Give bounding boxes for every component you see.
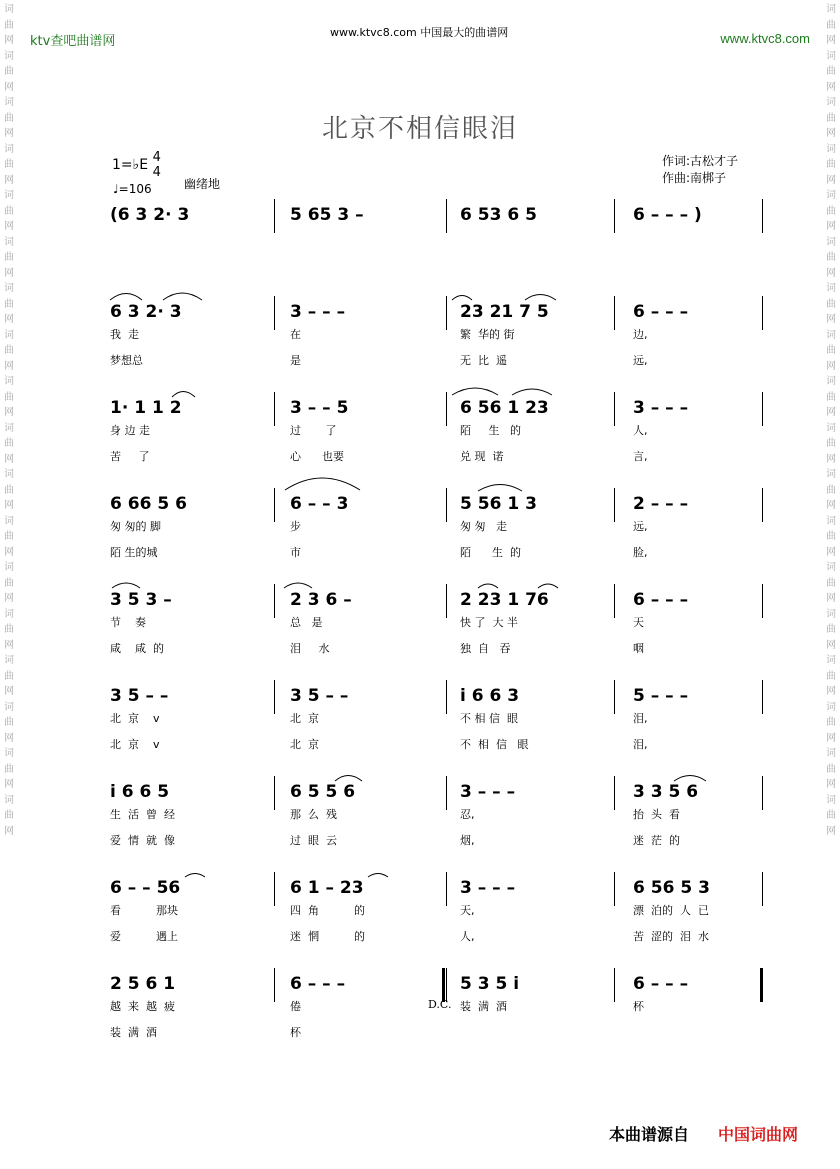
lyric-line-2: 迷 惘 的 (290, 930, 365, 943)
barline (614, 872, 615, 906)
measure-notes: 3 – – – (290, 302, 346, 322)
barline (274, 296, 275, 330)
lyric-line-2: 泪 水 (290, 642, 330, 655)
lyric-line-1: 抬 头 看 (633, 808, 680, 821)
slur (452, 296, 472, 301)
measure-notes: 5 – – – (633, 686, 689, 706)
measure-notes: 5 56 1 3 (460, 494, 537, 514)
measure-notes: 3 – – – (633, 398, 689, 418)
lyric-line-2: 无 比 遥 (460, 354, 507, 367)
lyric-line-2: 过 眼 云 (290, 834, 337, 847)
measure-notes: 3 3 5 6 (633, 782, 699, 802)
barline (614, 584, 615, 618)
lyric-line-1: 那 么 残 (290, 808, 337, 821)
barline-final (762, 199, 763, 233)
composer-credit: 作曲:南梆子 (662, 171, 727, 185)
barline (614, 776, 615, 810)
barline (274, 392, 275, 426)
barline (762, 776, 763, 810)
slur (368, 874, 388, 878)
barline (446, 776, 447, 810)
lyric-line-1: 北 京 (290, 712, 319, 725)
lyric-line-2: 迷 茫 的 (633, 834, 680, 847)
measure-notes: 3 – – – (460, 878, 516, 898)
lyric-line-2: 独 自 吞 (460, 642, 511, 655)
header-site-center: www.ktvc8.com 中国最大的曲谱网 (330, 26, 509, 39)
lyric-line-1: 生 活 曾 经 (110, 808, 175, 821)
key-signature (112, 150, 161, 180)
lyric-line-1: 身 边 走 (110, 424, 150, 437)
lyric-line-2: 人, (460, 930, 475, 943)
side-watermark-right: 词曲网词曲网词曲网词曲网词曲网词曲网词曲网词曲网词曲网词曲网词曲网词曲网词曲网词曲网词曲网词曲网词曲网词曲网 (826, 4, 836, 837)
expression-marking: 幽绪地 (184, 177, 221, 191)
footer-source-label: 本曲谱源自 (609, 1125, 690, 1144)
slur (674, 776, 706, 782)
key-letter: E (139, 157, 149, 173)
slur (335, 776, 362, 782)
slur (112, 583, 140, 588)
key-prefix: 1= (112, 157, 133, 173)
measure-notes: 23 21 7 5 (460, 302, 549, 322)
measure-notes: 6 56 5 3 (633, 878, 710, 898)
barline (762, 872, 763, 906)
barline (762, 392, 763, 426)
lyric-line-1: 装 满 酒 (460, 1000, 507, 1013)
barline (614, 296, 615, 330)
measure-notes: 3 – – – (460, 782, 516, 802)
measure-notes: 5 65 3 – (290, 205, 364, 225)
lyric-line-1: 不 相 信 眼 (460, 712, 518, 725)
barline (446, 584, 447, 618)
slur (110, 294, 142, 301)
lyric-line-1: 杯 (633, 1000, 644, 1013)
barline (614, 488, 615, 522)
lyric-line-2: 梦想总 (110, 354, 143, 367)
lyric-line-2: 爱 遇上 (110, 930, 178, 943)
side-watermark-left: 词曲网词曲网词曲网词曲网词曲网词曲网词曲网词曲网词曲网词曲网词曲网词曲网词曲网词曲网词曲网词曲网词曲网词曲网 (4, 4, 14, 837)
lyric-line-1: 泪, (633, 712, 648, 725)
lyric-line-1: 总 是 (290, 616, 323, 629)
measure-notes: 6 53 6 5 (460, 205, 537, 225)
lyric-line-2: 烟, (460, 834, 475, 847)
slur (284, 583, 312, 588)
barline (446, 296, 447, 330)
lyric-line-2: 苦 涩的 泪 水 (633, 930, 709, 943)
lyric-line-1: 繁 华的 街 (460, 328, 515, 341)
measure-notes: 6 56 1 23 (460, 398, 549, 418)
slur (478, 584, 498, 588)
barline (446, 968, 447, 1002)
time-signature (153, 150, 161, 180)
lyric-line-2: 爱 情 就 像 (110, 834, 175, 847)
lyric-line-1: 北 京 v (110, 712, 160, 725)
barline (762, 584, 763, 618)
measure-notes: 3 – – 5 (290, 398, 349, 418)
barline (446, 872, 447, 906)
measure-notes: 6 – – 56 (110, 878, 181, 898)
barline (614, 680, 615, 714)
measure-notes: 2 5 6 1 (110, 974, 176, 994)
measure-notes: 3 5 – – (290, 686, 349, 706)
lyric-line-2: 心 也要 (290, 450, 344, 463)
lyric-line-2: 脸, (633, 546, 648, 559)
tempo-marking (113, 182, 152, 196)
measure-notes: 6 3 2· 3 (110, 302, 182, 322)
measure-notes: 3 5 – – (110, 686, 169, 706)
measure-notes: 6 – – – (633, 590, 689, 610)
measure-notes: 6 – – 3 (290, 494, 349, 514)
lyric-line-1: 天, (460, 904, 475, 917)
footer-source-link[interactable]: 中国词曲网 (718, 1125, 799, 1144)
lyric-line-1: 四 角 的 (290, 904, 365, 917)
barline (274, 776, 275, 810)
slur (538, 584, 558, 588)
lyric-line-1: 边, (633, 328, 648, 341)
lyric-line-1: 天 (633, 616, 644, 629)
double-barline (442, 968, 445, 1002)
barline (446, 392, 447, 426)
barline (762, 296, 763, 330)
lyric-line-2: 泪, (633, 738, 648, 751)
lyric-line-1: 看 那块 (110, 904, 178, 917)
measure-notes: 2 – – – (633, 494, 689, 514)
measure-notes: 6 1 – 23 (290, 878, 364, 898)
double-barline-end (760, 968, 763, 1002)
slur (285, 478, 360, 490)
barline (274, 968, 275, 1002)
barline (762, 680, 763, 714)
measure-notes: 6 5 5 6 (290, 782, 356, 802)
lyric-line-1: 远, (633, 520, 648, 533)
measure-notes: 5 3 5 i (460, 974, 520, 994)
lyric-line-2: 不 相 信 眼 (460, 738, 529, 751)
measure-notes: 1· 1 1 2 (110, 398, 182, 418)
measure-notes: 6 – – – (633, 302, 689, 322)
quarter-note-icon: ♩ (113, 182, 119, 196)
lyric-line-1: 漂 泊的 人 已 (633, 904, 709, 917)
lyric-line-2: 陌 生的城 (110, 546, 158, 559)
slur (185, 874, 205, 878)
time-top: 4 (152, 150, 161, 165)
key-flat: ♭ (132, 157, 140, 173)
measure-notes: (6 3 2· 3 (110, 205, 190, 225)
measure-notes: 2 3 6 – (290, 590, 352, 610)
lyric-line-1: 过 了 (290, 424, 337, 437)
measure-notes: 6 66 5 6 (110, 494, 187, 514)
slur (512, 389, 552, 395)
barline (446, 488, 447, 522)
lyric-line-2: 市 (290, 546, 301, 559)
lyric-line-1: 快 了 大 半 (460, 616, 518, 629)
lyric-line-2: 远, (633, 354, 648, 367)
lyric-line-1: 越 来 越 疲 (110, 1000, 175, 1013)
barline (762, 488, 763, 522)
header-site-right[interactable]: www.ktvc8.com (720, 31, 810, 46)
tempo-value: =106 (118, 182, 152, 196)
lyric-line-2: 兑 现 诺 (460, 450, 504, 463)
barline (446, 199, 447, 233)
barline (274, 872, 275, 906)
lyric-line-1: 节 奏 (110, 616, 146, 629)
measure-notes: 6 – – – (633, 974, 689, 994)
measure-notes: 6 – – – (290, 974, 346, 994)
lyric-line-2: 是 (290, 354, 301, 367)
lyric-line-1: 忍, (460, 808, 475, 821)
lyric-line-1: 步 (290, 520, 301, 533)
slur (452, 388, 498, 395)
lyric-line-1: 人, (633, 424, 648, 437)
lyric-line-2: 北 京 (290, 738, 319, 751)
time-bottom: 4 (152, 165, 161, 180)
lyric-line-1: 匆 匆的 脚 (110, 520, 161, 533)
barline (274, 488, 275, 522)
lyric-line-2: 咽 (633, 642, 644, 655)
barline (614, 199, 615, 233)
barline (614, 968, 615, 1002)
lyric-line-2: 装 满 酒 (110, 1026, 157, 1039)
lyric-line-1: 在 (290, 328, 301, 341)
lyric-line-2: 苦 了 (110, 450, 150, 463)
slur (172, 392, 195, 398)
lyric-line-2: 言, (633, 450, 648, 463)
lyricist-credit: 作词:古松才子 (662, 154, 739, 168)
lyric-line-2: 陌 生 的 (460, 546, 521, 559)
slur (478, 485, 522, 492)
measure-notes: i 6 6 5 (110, 782, 170, 802)
slur (163, 293, 202, 300)
lyric-line-2: 北 京 v (110, 738, 160, 751)
lyric-line-1: 匆 匆 走 (460, 520, 507, 533)
barline (274, 584, 275, 618)
measure-notes: 3 5 3 – (110, 590, 172, 610)
measure-notes: i 6 6 3 (460, 686, 520, 706)
header-site-left[interactable]: ktv查吧曲谱网 (30, 34, 116, 49)
dc-marking: D.C. (428, 998, 452, 1011)
measure-notes: 6 – – – ) (633, 205, 702, 225)
lyric-line-2: 杯 (290, 1026, 301, 1039)
lyric-line-1: 倦 (290, 1000, 301, 1013)
lyric-line-1: 我 走 (110, 328, 139, 341)
measure-notes: 2 23 1 76 (460, 590, 549, 610)
barline (614, 392, 615, 426)
barline (446, 680, 447, 714)
barline (274, 199, 275, 233)
song-title: 北京不相信眼泪 (321, 114, 518, 144)
slur (525, 295, 556, 301)
barline (274, 680, 275, 714)
lyric-line-1: 陌 生 的 (460, 424, 521, 437)
lyric-line-2: 咸 咸 的 (110, 642, 164, 655)
